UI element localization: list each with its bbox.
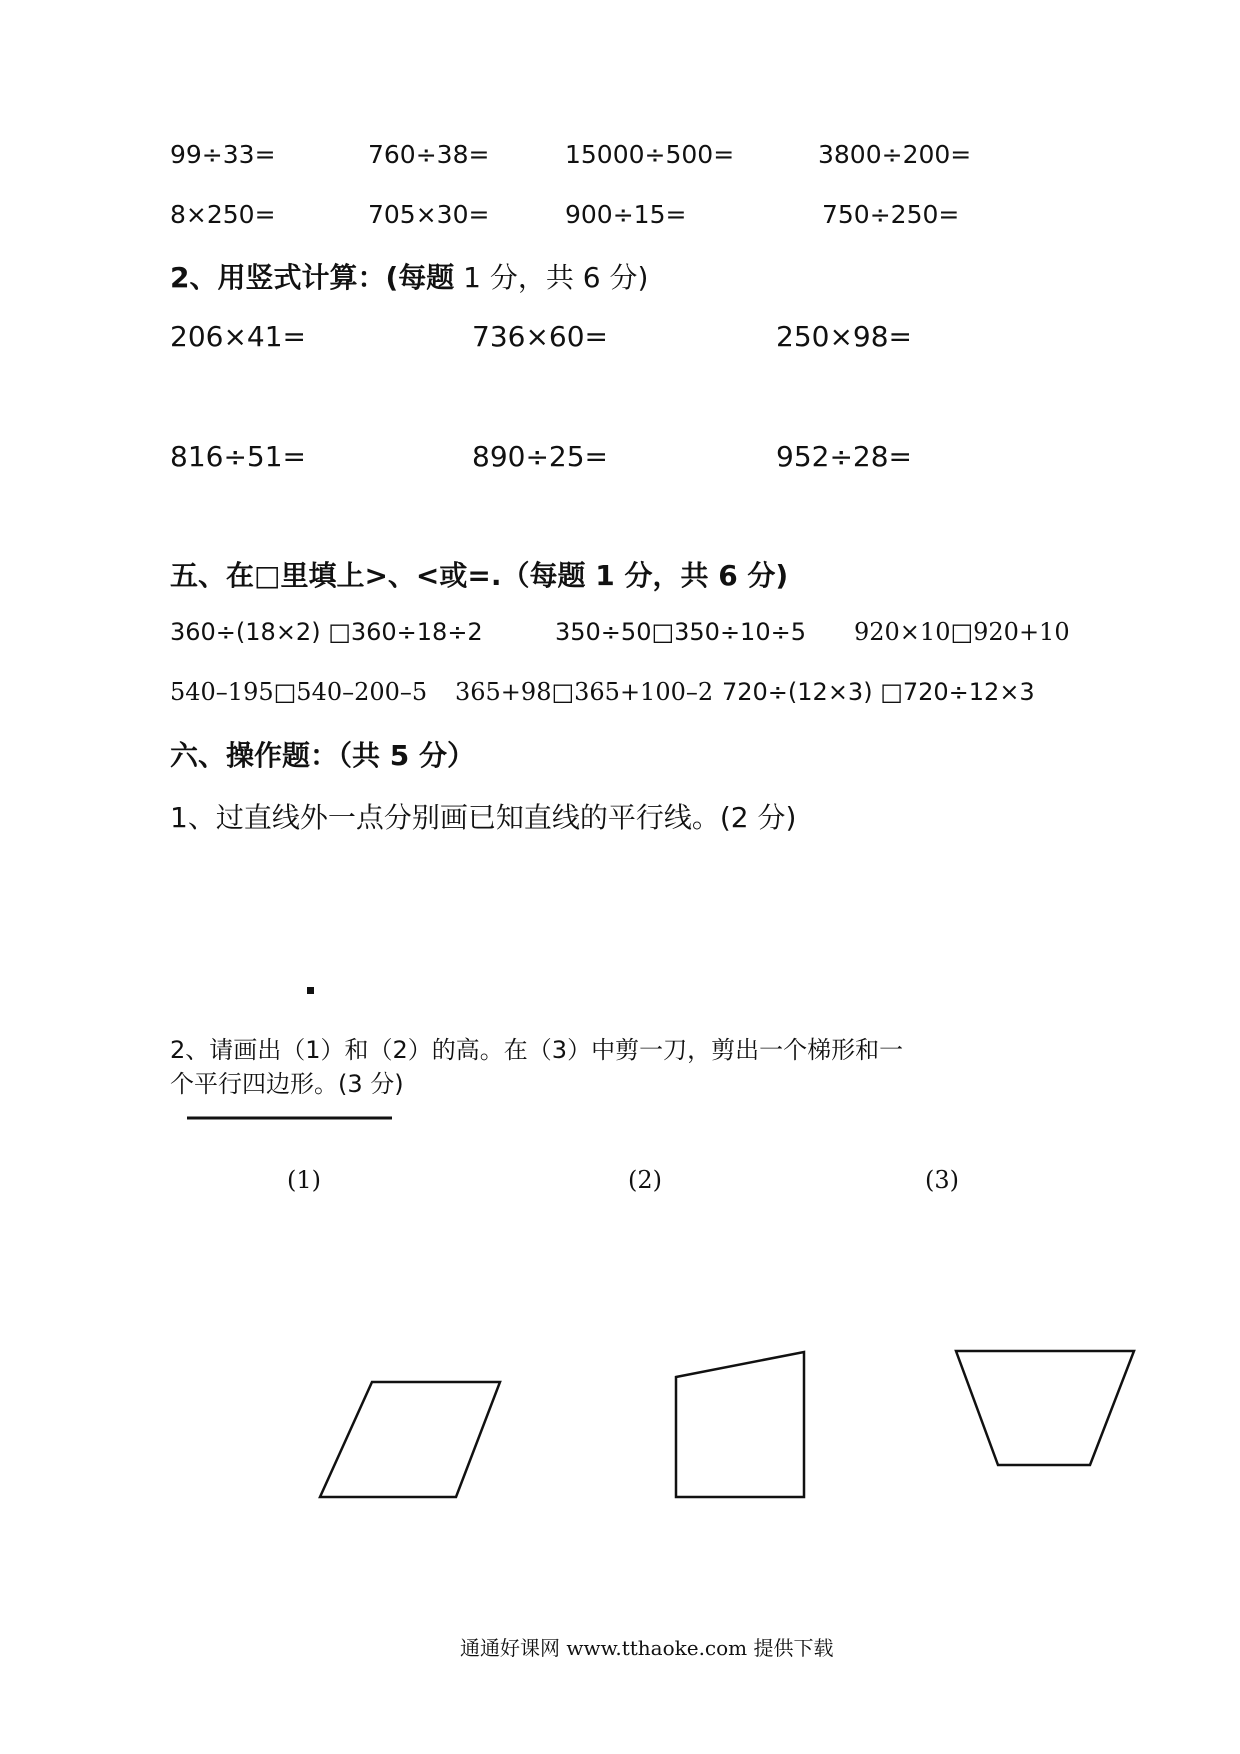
compare-item-4: 540–195□540–200–5: [170, 678, 428, 706]
oral-calc-6: 705×30=: [368, 200, 490, 229]
compare-item-6: 720÷(12×3) □720÷12×3: [722, 678, 1035, 706]
oral-calc-1: 99÷33=: [170, 140, 276, 169]
vertical-calc-4: 816÷51=: [170, 440, 306, 473]
compare-heading: 五、在□里填上>、<或=.（每题 1 分，共 6 分): [170, 559, 789, 592]
operation-heading: 六、操作题：（共 5 分）: [170, 739, 475, 772]
oral-calc-5: 8×250=: [170, 200, 276, 229]
trapezoid-shape: [956, 1351, 1134, 1465]
compare-item-3: 920×10□920+10: [854, 618, 1070, 646]
oral-calc-4: 3800÷200=: [818, 140, 972, 169]
compare-item-5: 365+98□365+100–2: [455, 678, 714, 706]
operation-q2-line1: 2、请画出（1）和（2）的高。在（3）中剪一刀，剪出一个梯形和一: [170, 1036, 904, 1064]
compare-item-2: 350÷50□350÷10÷5: [555, 618, 806, 646]
operation-q1: 1、过直线外一点分别画已知直线的平行线。(2 分): [170, 801, 797, 834]
vertical-calc-2: 736×60=: [472, 320, 608, 353]
operation-q2-line2: 个平行四边形。(3 分): [170, 1070, 404, 1098]
figure-label-1: (1): [287, 1166, 321, 1194]
compare-item-1: 360÷(18×2) □360÷18÷2: [170, 618, 483, 646]
vertical-calc-heading-rest: 1 分，共 6 分): [454, 261, 649, 294]
quadrilateral-shape: [676, 1352, 804, 1497]
footer-text: 通通好课网 www.tthaoke.com 提供下载: [460, 1636, 834, 1660]
oral-calc-8: 750÷250=: [822, 200, 960, 229]
given-point: [307, 987, 314, 994]
figure-label-2: (2): [628, 1166, 662, 1194]
oral-calc-2: 760÷38=: [368, 140, 490, 169]
vertical-calc-1: 206×41=: [170, 320, 306, 353]
vertical-calc-6: 952÷28=: [776, 440, 912, 473]
vertical-calc-heading-bold: 2、用竖式计算：(每题: [170, 261, 455, 294]
vertical-calc-5: 890÷25=: [472, 440, 608, 473]
oral-calc-3: 15000÷500=: [565, 140, 735, 169]
parallelogram-shape: [320, 1382, 500, 1497]
figure-label-3: (3): [925, 1166, 959, 1194]
oral-calc-7: 900÷15=: [565, 200, 687, 229]
vertical-calc-3: 250×98=: [776, 320, 912, 353]
